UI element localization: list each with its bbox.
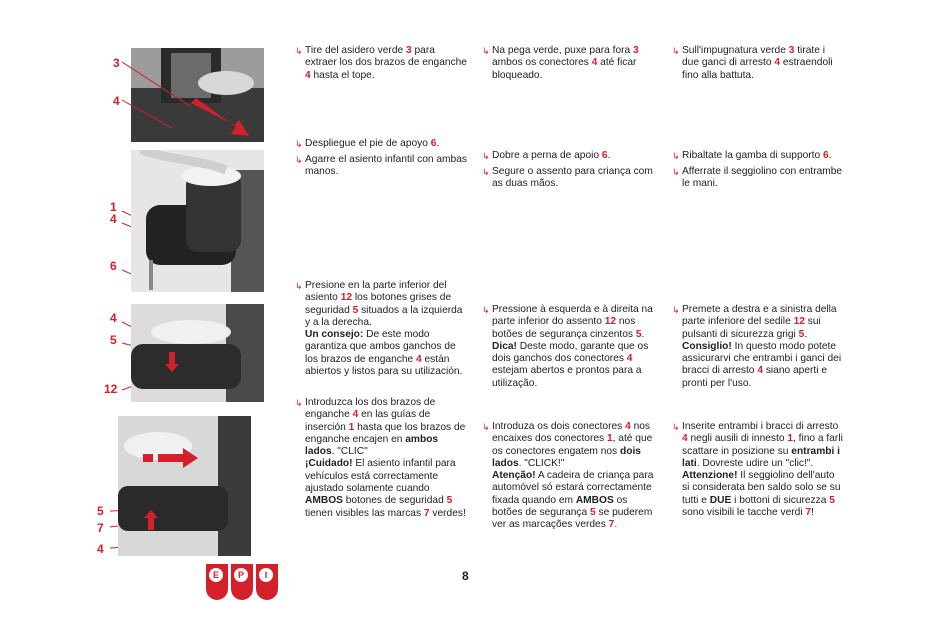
body-text: ambos os conectores	[492, 57, 592, 69]
body-text: estejam abertos e prontos para a utilização.	[492, 365, 642, 389]
body-text: Agarre el asiento infantil con ambas manos.	[305, 154, 467, 178]
step-1	[482, 45, 654, 82]
step-4	[672, 304, 844, 390]
reference-number: 7	[805, 507, 812, 519]
step-arrow-icon: ↳	[295, 155, 303, 165]
emphasis-text: ambos lados	[305, 433, 439, 458]
emphasis-text: entrambi i lati	[682, 445, 840, 469]
reference-number: 12	[793, 316, 805, 328]
body-text: hasta que los brazos de enganche encajen en	[305, 421, 466, 445]
instruction-text	[295, 138, 467, 150]
body-text: Afferrate il seggiolino con entrambe le mani.	[682, 166, 843, 190]
body-text: situados a la izquierda y a la derecha.	[305, 304, 463, 328]
body-text: A cadeira de criança para automóvel só estará correctamente fixada quando em	[492, 470, 654, 506]
step-arrow-icon: ↳	[672, 305, 680, 315]
step-arrow-icon: ↳	[295, 398, 303, 408]
instruction-text	[482, 45, 654, 82]
body-text: siano aperti e pronti per l'uso.	[682, 365, 827, 389]
body-text: . "CLICK!"	[518, 457, 565, 469]
body-text: Tire del asidero verde	[305, 45, 406, 56]
figure-2-photo	[131, 150, 264, 292]
body-text: nos botões de segurança cinzentos	[492, 316, 636, 340]
body-text: nos encaixes dos conectores	[492, 421, 651, 445]
step-1	[295, 45, 467, 82]
step-arrow-icon: ↳	[482, 151, 490, 161]
body-text: tienen visibles las marcas	[305, 507, 424, 519]
body-text: Deste modo, garante que os dois ganchos dos conectores	[492, 340, 649, 365]
body-text: !	[811, 507, 814, 519]
step-arrow-icon: ↳	[672, 151, 680, 161]
body-text: , até que os conectores engatem nos	[492, 433, 653, 457]
emphasis-text: ¡Cuidado!	[305, 458, 353, 470]
figure-1-label-3: 3	[113, 56, 120, 70]
instruction-text	[482, 421, 654, 532]
step-arrow-icon: ↳	[295, 139, 303, 149]
reference-number: 3	[633, 45, 639, 56]
step-2	[482, 150, 654, 162]
page-number: 8	[462, 569, 469, 583]
instruction-text	[672, 421, 844, 519]
reference-number: 5	[590, 507, 596, 519]
body-text: para extraer los dos brazos de enganche	[305, 45, 467, 69]
body-text: verdes!	[429, 507, 466, 519]
figure-1-label-4: 4	[113, 94, 120, 108]
body-text: Il seggiolino dell'auto si considerata ben saldo solo se su tutti e	[682, 470, 841, 506]
body-text: El asiento infantil para vehículos está correctamente ajustado solamente cuando	[305, 458, 456, 495]
reference-number: 6	[430, 138, 437, 149]
instruction-text	[295, 280, 467, 378]
column-spanish	[295, 0, 467, 619]
reference-number: 4	[305, 69, 311, 81]
reference-number: 7	[608, 519, 615, 531]
step-arrow-icon: ↳	[482, 167, 490, 177]
emphasis-text: Un consejo:	[305, 329, 364, 341]
reference-number: 12	[340, 292, 353, 304]
body-text: .	[804, 328, 808, 340]
emphasis-text: AMBOS	[305, 495, 343, 507]
language-tab-it[interactable]	[256, 564, 278, 600]
body-text: Na pega verde, puxe para fora	[492, 45, 634, 56]
reference-number: 4	[626, 353, 633, 365]
body-text: i bottoni di sicurezza	[731, 494, 830, 506]
emphasis-text: DUE	[709, 494, 732, 506]
reference-number: 1	[348, 421, 355, 433]
step-2	[295, 138, 467, 150]
body-text: .	[607, 150, 611, 161]
emphasis-text: Dica!	[492, 340, 517, 352]
reference-number: 4	[416, 353, 422, 365]
body-text: Inserite entrambi i bracci di arresto	[682, 421, 839, 432]
step-4	[295, 280, 467, 378]
language-tab-it-label: I	[259, 568, 273, 582]
reference-number: 5	[635, 328, 642, 340]
instruction-text	[482, 150, 654, 162]
body-text: .	[436, 138, 440, 149]
emphasis-text: Attenzione!	[682, 470, 738, 482]
figure-4-label-7: 7	[97, 521, 104, 535]
reference-number: 3	[405, 45, 412, 56]
body-text: Presione en la parte inferior del asiento	[305, 280, 447, 304]
reference-number: 6	[601, 150, 608, 161]
figure-3-label-5: 5	[110, 333, 117, 347]
step-2	[672, 150, 844, 162]
body-text: negli ausili di innesto	[687, 433, 788, 445]
step-5	[672, 421, 844, 519]
body-text: tirate i due ganci di arresto	[682, 45, 825, 69]
body-text: se puderem ver as marcações verdes	[492, 507, 653, 531]
body-text: están abiertos y listos para su utilización.	[305, 353, 463, 378]
step-3	[672, 166, 844, 191]
body-text: botones de seguridad	[342, 495, 447, 507]
step-4	[482, 304, 654, 390]
step-3	[295, 154, 467, 179]
step-5	[295, 397, 467, 520]
body-text: Introduzca los dos brazos de enganche	[305, 397, 436, 421]
emphasis-text: Consiglio!	[682, 340, 732, 352]
step-3	[482, 166, 654, 191]
instruction-text	[672, 304, 844, 390]
figure-3-photo	[131, 304, 264, 402]
body-text: Ribaltate la gamba di supporto	[682, 150, 824, 161]
language-tab-pt[interactable]	[231, 564, 253, 600]
instruction-text	[672, 166, 844, 191]
language-tab-pt-label: P	[234, 568, 248, 582]
reference-number: 5	[446, 495, 453, 507]
reference-number: 3	[788, 45, 795, 56]
reference-number: 6	[823, 150, 829, 161]
body-text: .	[641, 328, 645, 340]
body-text: hasta el tope.	[310, 69, 375, 81]
reference-number: 4	[352, 409, 359, 421]
figure-2-label-1: 1	[110, 200, 117, 214]
body-text: estraendoli fino alla battuta.	[682, 57, 833, 81]
figure-3-label-12: 12	[104, 382, 118, 396]
body-text: sui pulsanti di sicurezza grigi	[682, 316, 821, 340]
body-text: Introduza os dois conectores	[492, 421, 626, 432]
instruction-text	[482, 166, 654, 191]
figure-2-label-6: 6	[110, 259, 117, 273]
reference-number: 5	[829, 494, 835, 506]
body-text: In questo modo potete assicurarvi che entrambi i ganci dei bracci di arresto	[682, 340, 842, 377]
body-text: até ficar bloqueado.	[492, 57, 637, 81]
reference-number: 5	[798, 328, 805, 340]
step-arrow-icon: ↳	[295, 281, 303, 291]
body-text: Premete a destra e a sinistra della parte inferiore del sedile	[682, 304, 837, 328]
step-arrow-icon: ↳	[295, 46, 303, 56]
step-arrow-icon: ↳	[482, 305, 490, 315]
reference-number: 1	[606, 433, 613, 445]
figure-4-label-4: 4	[97, 542, 104, 556]
body-text: los botones grises de seguridad	[305, 292, 452, 316]
figure-4-label-5: 5	[97, 504, 104, 518]
body-text: os botões de segurança	[492, 494, 628, 519]
step-arrow-icon: ↳	[482, 422, 490, 432]
step-arrow-icon: ↳	[672, 167, 680, 177]
body-text: .	[614, 519, 618, 531]
reference-number: 7	[423, 507, 430, 519]
body-text: Segure o assento para criança com as duas mãos.	[492, 166, 653, 190]
figure-1-photo	[131, 48, 264, 142]
instruction-text	[672, 45, 844, 82]
body-text: . "CLIC"	[331, 446, 368, 458]
language-tab-es-label: E	[209, 568, 223, 582]
figure-3-label-4: 4	[110, 311, 117, 325]
emphasis-text: AMBOS	[575, 494, 614, 506]
figure-2-label-4: 4	[110, 212, 117, 226]
figure-4-photo	[118, 416, 251, 556]
reference-number: 4	[757, 365, 763, 377]
step-arrow-icon: ↳	[482, 46, 490, 56]
body-text: De este modo garantiza que ambos ganchos de los brazos de enganche	[305, 329, 456, 365]
body-text: Despliegue el pie de apoyo	[305, 138, 431, 149]
instruction-text	[295, 45, 467, 82]
instruction-text	[672, 150, 844, 162]
reference-number: 1	[787, 433, 794, 445]
instruction-text	[295, 154, 467, 179]
body-text: Dobre a perna de apoio	[492, 150, 602, 161]
reference-number: 4	[591, 57, 598, 69]
emphasis-text: Atenção!	[492, 470, 536, 482]
body-text: en las guías de inserción	[305, 409, 431, 433]
step-1	[672, 45, 844, 82]
step-5	[482, 421, 654, 532]
reference-number: 12	[604, 316, 617, 328]
body-text: Pressione à esquerda e à direita na parte inferior do assento	[492, 304, 653, 328]
body-text: sono visibili le tacche verdi	[682, 507, 806, 519]
body-text: Sull'impugnatura verde	[682, 45, 789, 56]
column-portuguese	[482, 0, 654, 619]
step-arrow-icon: ↳	[672, 46, 680, 56]
language-tab-es[interactable]	[206, 564, 228, 600]
instruction-text	[482, 304, 654, 390]
reference-number: 4	[625, 421, 631, 432]
reference-number: 4	[682, 433, 688, 445]
instruction-text	[295, 397, 467, 520]
step-arrow-icon: ↳	[672, 422, 680, 432]
reference-number: 4	[774, 57, 780, 69]
body-text: . Dovreste udire un "clic!".	[696, 457, 814, 469]
body-text: , fino a farli scattare in posizione su	[682, 433, 843, 457]
reference-number: 5	[352, 304, 359, 316]
body-text: .	[828, 150, 832, 161]
column-italian	[672, 0, 844, 619]
emphasis-text: dois lados	[492, 445, 641, 469]
